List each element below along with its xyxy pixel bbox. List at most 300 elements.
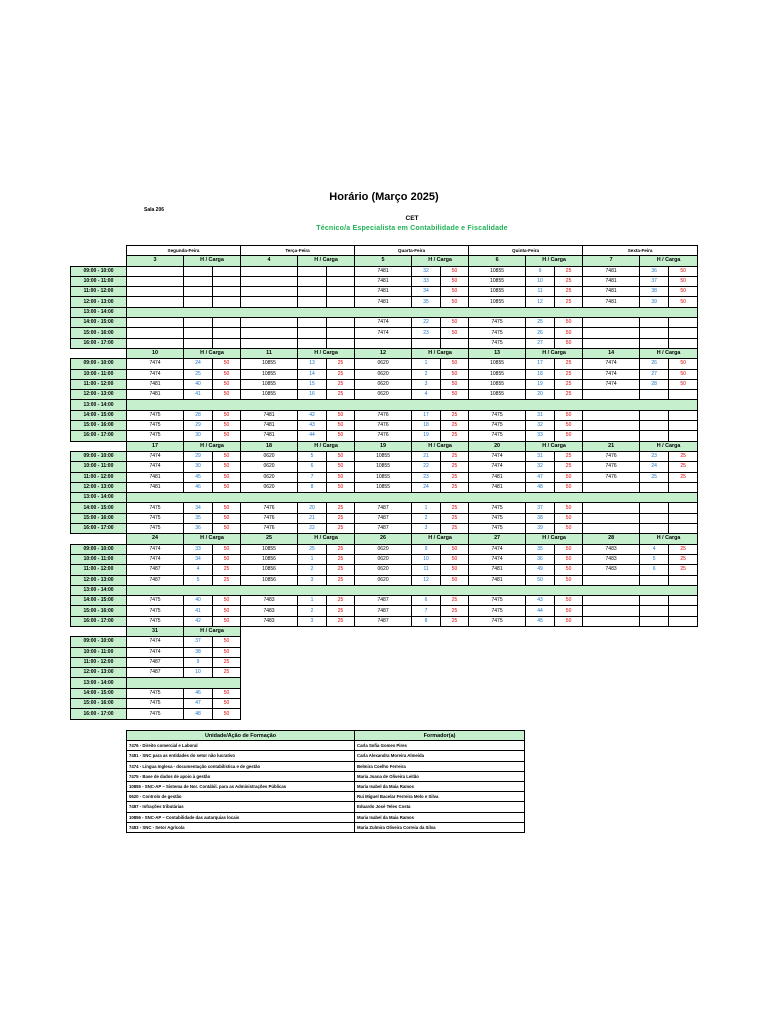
session-number-cell: 4: [412, 390, 441, 400]
time-slot: 10:00 - 11:00: [71, 369, 127, 379]
total-hours-cell: 50: [555, 565, 583, 575]
date-header: 12: [355, 348, 412, 358]
session-number-cell: 42: [298, 410, 327, 420]
session-number-cell: 13: [298, 359, 327, 369]
session-number-cell: 3: [298, 616, 327, 626]
load-header: H / Carga: [640, 256, 698, 266]
week-header-spacer: [71, 626, 127, 636]
total-hours-cell: 25: [327, 575, 355, 585]
total-hours-cell: 50: [555, 431, 583, 441]
module-code-cell: 10855: [241, 390, 298, 400]
module-code-cell: 7474: [583, 359, 640, 369]
time-slot: 16:00 - 17:00: [71, 616, 127, 626]
module-code-cell: 7476: [583, 472, 640, 482]
total-hours-cell: 50: [669, 266, 698, 276]
total-hours-cell: [669, 606, 698, 616]
time-row: [71, 379, 698, 389]
module-code-cell: 7475: [469, 606, 526, 616]
session-number-cell: 32: [526, 421, 555, 431]
module-code-cell: 7481: [127, 390, 184, 400]
load-header: H / Carga: [526, 534, 583, 544]
session-number-cell: 23: [412, 328, 441, 338]
total-hours-cell: 50: [555, 410, 583, 420]
module-code-cell: [127, 297, 184, 307]
course-title: Técnico/a Especialista em Contabilidade e Fiscalidade: [316, 225, 508, 232]
corner-cell: [71, 246, 127, 256]
module-code-cell: 7475: [127, 421, 184, 431]
total-hours-cell: 50: [213, 451, 241, 461]
time-slot: 11:00 - 12:00: [71, 287, 127, 297]
total-hours-cell: 25: [327, 616, 355, 626]
total-hours-cell: [669, 410, 698, 420]
session-number-cell: 39: [526, 524, 555, 534]
module-code-cell: 10855: [241, 379, 298, 389]
session-number-cell: 22: [412, 318, 441, 328]
session-number-cell: 17: [412, 410, 441, 420]
module-code-cell: 7475: [469, 338, 526, 348]
module-code-cell: 7474: [127, 554, 184, 564]
session-number-cell: [298, 276, 327, 286]
session-number-cell: 6: [298, 462, 327, 472]
time-row: [71, 472, 698, 482]
session-number-cell: 1: [298, 596, 327, 606]
total-hours-cell: 50: [555, 318, 583, 328]
time-row: [71, 493, 698, 503]
session-number-cell: 43: [526, 596, 555, 606]
time-row: [71, 400, 698, 410]
load-header: H / Carga: [640, 348, 698, 358]
total-hours-cell: 50: [213, 369, 241, 379]
session-number-cell: [640, 616, 669, 626]
session-number-cell: 30: [184, 431, 213, 441]
legend-unit: 7481 - SNC para as entidades do setor não lucrativo: [127, 751, 355, 761]
load-header: H / Carga: [298, 256, 355, 266]
time-row: [71, 565, 698, 575]
load-header: H / Carga: [184, 348, 241, 358]
date-header: 5: [355, 256, 412, 266]
legend-row: [127, 781, 525, 791]
legend-unit-header: Unidade/Ação de Formação: [127, 731, 355, 741]
total-hours-cell: 50: [555, 554, 583, 564]
session-number-cell: 33: [412, 276, 441, 286]
week-header-row: [71, 348, 698, 358]
time-slot: 10:00 - 11:00: [71, 647, 127, 657]
total-hours-cell: [669, 431, 698, 441]
total-hours-cell: [669, 421, 698, 431]
module-code-cell: 0620: [241, 482, 298, 492]
module-code-cell: 0620: [355, 565, 412, 575]
week-header-spacer: [71, 534, 127, 544]
date-header: 19: [355, 441, 412, 451]
module-code-cell: 10855: [355, 482, 412, 492]
module-code-cell: 7474: [127, 369, 184, 379]
date-header: 3: [127, 256, 184, 266]
module-code-cell: 10855: [469, 276, 526, 286]
module-code-cell: 7481: [583, 287, 640, 297]
time-row: [71, 688, 698, 698]
module-code-cell: [241, 338, 298, 348]
module-code-cell: 7483: [583, 565, 640, 575]
total-hours-cell: 50: [213, 513, 241, 523]
module-code-cell: 7475: [469, 596, 526, 606]
module-code-cell: 7487: [127, 565, 184, 575]
module-code-cell: [583, 482, 640, 492]
total-hours-cell: 25: [441, 410, 469, 420]
total-hours-cell: 50: [213, 421, 241, 431]
session-number-cell: 33: [184, 544, 213, 554]
week-header-spacer: [71, 256, 127, 266]
empty-cell: [241, 637, 698, 647]
module-code-cell: 7481: [355, 266, 412, 276]
lunch-break-cell: [127, 400, 698, 410]
total-hours-cell: 50: [441, 359, 469, 369]
legend-row: [127, 812, 525, 822]
session-number-cell: [184, 338, 213, 348]
module-code-cell: 7475: [469, 318, 526, 328]
session-number-cell: [640, 431, 669, 441]
module-code-cell: [583, 431, 640, 441]
total-hours-cell: 50: [213, 709, 241, 719]
module-code-cell: 7474: [469, 451, 526, 461]
legend-trainer: Eduardo José Teles Costa: [355, 802, 525, 812]
load-header: H / Carga: [412, 441, 469, 451]
session-number-cell: 12: [526, 297, 555, 307]
load-header: H / Carga: [184, 626, 241, 636]
total-hours-cell: 50: [213, 472, 241, 482]
session-number-cell: 43: [298, 421, 327, 431]
total-hours-cell: 50: [669, 369, 698, 379]
empty-cell: [241, 647, 698, 657]
module-code-cell: 7481: [241, 421, 298, 431]
time-slot: 16:00 - 17:00: [71, 709, 127, 719]
total-hours-cell: 50: [669, 359, 698, 369]
weekday-header: Terça-Feira: [241, 246, 355, 256]
session-number-cell: 18: [412, 421, 441, 431]
module-code-cell: 10855: [469, 287, 526, 297]
module-code-cell: 7481: [469, 565, 526, 575]
module-code-cell: 7481: [355, 276, 412, 286]
total-hours-cell: 25: [441, 462, 469, 472]
date-header: 27: [469, 534, 526, 544]
session-number-cell: 20: [298, 503, 327, 513]
total-hours-cell: 25: [327, 544, 355, 554]
session-number-cell: [298, 338, 327, 348]
module-code-cell: 7476: [583, 462, 640, 472]
module-code-cell: 7475: [469, 421, 526, 431]
total-hours-cell: 25: [327, 369, 355, 379]
time-row: [71, 328, 698, 338]
total-hours-cell: 25: [441, 524, 469, 534]
session-number-cell: 6: [640, 565, 669, 575]
time-slot: 09:00 - 10:00: [71, 266, 127, 276]
legend-row: [127, 751, 525, 761]
session-number-cell: 23: [640, 451, 669, 461]
module-code-cell: [127, 318, 184, 328]
session-number-cell: [640, 421, 669, 431]
legend-unit: 7475 - Base de dados de apoio à gestão: [127, 771, 355, 781]
total-hours-cell: 50: [441, 287, 469, 297]
week-header-row: [71, 534, 698, 544]
load-header: H / Carga: [298, 441, 355, 451]
total-hours-cell: [327, 276, 355, 286]
session-number-cell: 2: [412, 369, 441, 379]
session-number-cell: 41: [184, 390, 213, 400]
empty-cell: [241, 678, 698, 688]
date-header: 10: [127, 348, 184, 358]
module-code-cell: [583, 503, 640, 513]
time-slot: 12:00 - 13:00: [71, 668, 127, 678]
session-number-cell: [298, 318, 327, 328]
schedule-table: [70, 245, 698, 720]
time-slot: 10:00 - 11:00: [71, 554, 127, 564]
total-hours-cell: 25: [555, 266, 583, 276]
total-hours-cell: 50: [213, 379, 241, 389]
module-code-cell: 7475: [469, 616, 526, 626]
module-code-cell: [583, 338, 640, 348]
time-slot: 12:00 - 13:00: [71, 297, 127, 307]
total-hours-cell: 50: [327, 410, 355, 420]
module-code-cell: 7487: [355, 513, 412, 523]
session-number-cell: 5: [298, 451, 327, 461]
session-number-cell: 11: [526, 287, 555, 297]
week-header-row: [71, 441, 698, 451]
session-number-cell: 26: [526, 328, 555, 338]
session-number-cell: 40: [184, 596, 213, 606]
session-number-cell: 38: [184, 647, 213, 657]
module-code-cell: 7483: [241, 616, 298, 626]
total-hours-cell: 50: [555, 472, 583, 482]
session-number-cell: 1: [412, 359, 441, 369]
session-number-cell: 38: [526, 513, 555, 523]
total-hours-cell: [327, 328, 355, 338]
date-header: 14: [583, 348, 640, 358]
total-hours-cell: 25: [327, 524, 355, 534]
total-hours-cell: 50: [213, 359, 241, 369]
time-slot: 12:00 - 13:00: [71, 575, 127, 585]
total-hours-cell: 50: [555, 524, 583, 534]
time-slot: 12:00 - 13:00: [71, 482, 127, 492]
session-number-cell: 41: [184, 606, 213, 616]
session-number-cell: 3: [298, 575, 327, 585]
session-number-cell: [184, 287, 213, 297]
session-number-cell: 39: [640, 297, 669, 307]
time-slot: 10:00 - 11:00: [71, 276, 127, 286]
total-hours-cell: 50: [441, 297, 469, 307]
module-code-cell: 10855: [469, 266, 526, 276]
session-number-cell: 34: [412, 287, 441, 297]
module-code-cell: [355, 338, 412, 348]
module-code-cell: 7476: [583, 451, 640, 461]
total-hours-cell: [327, 338, 355, 348]
module-code-cell: [241, 318, 298, 328]
total-hours-cell: 50: [555, 616, 583, 626]
total-hours-cell: 25: [441, 503, 469, 513]
module-code-cell: [127, 338, 184, 348]
legend-row: [127, 822, 525, 832]
time-slot: 10:00 - 11:00: [71, 462, 127, 472]
date-header: 7: [583, 256, 640, 266]
time-row: [71, 596, 698, 606]
total-hours-cell: 50: [669, 297, 698, 307]
legend-row: [127, 771, 525, 781]
session-number-cell: 10: [412, 554, 441, 564]
total-hours-cell: [669, 524, 698, 534]
session-number-cell: 36: [640, 266, 669, 276]
total-hours-cell: 50: [441, 554, 469, 564]
module-code-cell: 7475: [469, 328, 526, 338]
session-number-cell: 2: [298, 565, 327, 575]
module-code-cell: [583, 575, 640, 585]
empty-cell: [241, 626, 698, 636]
module-code-cell: 7481: [355, 287, 412, 297]
week-header-spacer: [71, 441, 127, 451]
weekday-header: Segunda-Feira: [127, 246, 241, 256]
empty-cell: [241, 709, 698, 719]
total-hours-cell: 50: [213, 637, 241, 647]
session-number-cell: [640, 596, 669, 606]
session-number-cell: [640, 318, 669, 328]
program-label: CET: [405, 215, 419, 222]
total-hours-cell: [327, 287, 355, 297]
time-row: [71, 297, 698, 307]
total-hours-cell: [213, 297, 241, 307]
legend-trainer: Belmira Coelho Ferreira: [355, 761, 525, 771]
module-code-cell: 10855: [469, 369, 526, 379]
page-title: Horário (Março 2025): [329, 191, 439, 203]
time-slot: 15:00 - 16:00: [71, 421, 127, 431]
session-number-cell: 29: [184, 451, 213, 461]
date-header: 24: [127, 534, 184, 544]
total-hours-cell: [327, 297, 355, 307]
session-number-cell: 37: [184, 637, 213, 647]
total-hours-cell: 50: [441, 544, 469, 554]
total-hours-cell: [669, 575, 698, 585]
time-row: [71, 668, 698, 678]
time-slot: 16:00 - 17:00: [71, 524, 127, 534]
time-slot: 09:00 - 10:00: [71, 451, 127, 461]
total-hours-cell: 25: [213, 657, 241, 667]
time-slot: 11:00 - 12:00: [71, 565, 127, 575]
session-number-cell: 27: [526, 338, 555, 348]
time-row: [71, 606, 698, 616]
total-hours-cell: 25: [555, 359, 583, 369]
time-row: [71, 338, 698, 348]
session-number-cell: 42: [184, 616, 213, 626]
module-code-cell: 7487: [355, 524, 412, 534]
session-number-cell: 2: [298, 606, 327, 616]
time-slot: 14:00 - 15:00: [71, 318, 127, 328]
session-number-cell: 34: [184, 503, 213, 513]
module-code-cell: 0620: [355, 359, 412, 369]
total-hours-cell: 25: [327, 359, 355, 369]
load-header: H / Carga: [640, 534, 698, 544]
module-code-cell: 7483: [241, 596, 298, 606]
legend-trainer: Maria Isabel da Maia Ramos: [355, 812, 525, 822]
total-hours-cell: 50: [213, 699, 241, 709]
time-slot: 15:00 - 16:00: [71, 606, 127, 616]
module-code-cell: 7481: [583, 297, 640, 307]
total-hours-cell: 50: [213, 524, 241, 534]
session-number-cell: 23: [412, 472, 441, 482]
total-hours-cell: 50: [555, 596, 583, 606]
session-number-cell: 3: [412, 524, 441, 534]
total-hours-cell: 50: [213, 544, 241, 554]
total-hours-cell: 50: [555, 421, 583, 431]
time-row: [71, 287, 698, 297]
total-hours-cell: 50: [669, 287, 698, 297]
total-hours-cell: 50: [555, 503, 583, 513]
module-code-cell: 7474: [583, 379, 640, 389]
session-number-cell: 1: [412, 503, 441, 513]
time-slot: 14:00 - 15:00: [71, 688, 127, 698]
total-hours-cell: 25: [555, 451, 583, 461]
date-header: 25: [241, 534, 298, 544]
module-code-cell: 7476: [241, 503, 298, 513]
time-row: [71, 451, 698, 461]
session-number-cell: 26: [640, 359, 669, 369]
module-code-cell: 7474: [583, 369, 640, 379]
module-code-cell: 0620: [355, 379, 412, 389]
legend-unit: 0620 - Controlo de gestão: [127, 792, 355, 802]
session-number-cell: [184, 297, 213, 307]
module-code-cell: 7481: [469, 575, 526, 585]
session-number-cell: 20: [526, 390, 555, 400]
session-number-cell: 25: [640, 472, 669, 482]
total-hours-cell: [669, 482, 698, 492]
session-number-cell: [640, 410, 669, 420]
session-number-cell: 17: [526, 359, 555, 369]
module-code-cell: 7476: [241, 513, 298, 523]
session-number-cell: 35: [526, 544, 555, 554]
module-code-cell: 10856: [241, 565, 298, 575]
total-hours-cell: 25: [327, 554, 355, 564]
time-slot: 12:00 - 13:00: [71, 390, 127, 400]
total-hours-cell: 25: [555, 369, 583, 379]
session-number-cell: 9: [526, 266, 555, 276]
session-number-cell: 21: [298, 513, 327, 523]
module-code-cell: 7481: [127, 482, 184, 492]
module-code-cell: [127, 276, 184, 286]
session-number-cell: 32: [526, 462, 555, 472]
module-code-cell: [583, 606, 640, 616]
time-slot: 16:00 - 17:00: [71, 431, 127, 441]
session-number-cell: 5: [184, 575, 213, 585]
total-hours-cell: 50: [555, 575, 583, 585]
total-hours-cell: 50: [213, 596, 241, 606]
time-slot: 15:00 - 16:00: [71, 328, 127, 338]
session-number-cell: 10: [526, 276, 555, 286]
session-number-cell: 9: [184, 657, 213, 667]
module-code-cell: 7474: [127, 544, 184, 554]
session-number-cell: [298, 297, 327, 307]
session-number-cell: [298, 287, 327, 297]
total-hours-cell: 50: [213, 482, 241, 492]
total-hours-cell: 25: [213, 668, 241, 678]
total-hours-cell: 50: [213, 462, 241, 472]
total-hours-cell: 50: [327, 482, 355, 492]
module-code-cell: 7475: [469, 513, 526, 523]
module-code-cell: [127, 287, 184, 297]
module-code-cell: 0620: [241, 451, 298, 461]
empty-cell: [241, 657, 698, 667]
module-code-cell: 7474: [355, 328, 412, 338]
module-code-cell: 7487: [127, 575, 184, 585]
session-number-cell: 21: [412, 451, 441, 461]
module-code-cell: 10856: [241, 554, 298, 564]
empty-cell: [241, 668, 698, 678]
session-number-cell: 1: [298, 554, 327, 564]
time-row: [71, 410, 698, 420]
